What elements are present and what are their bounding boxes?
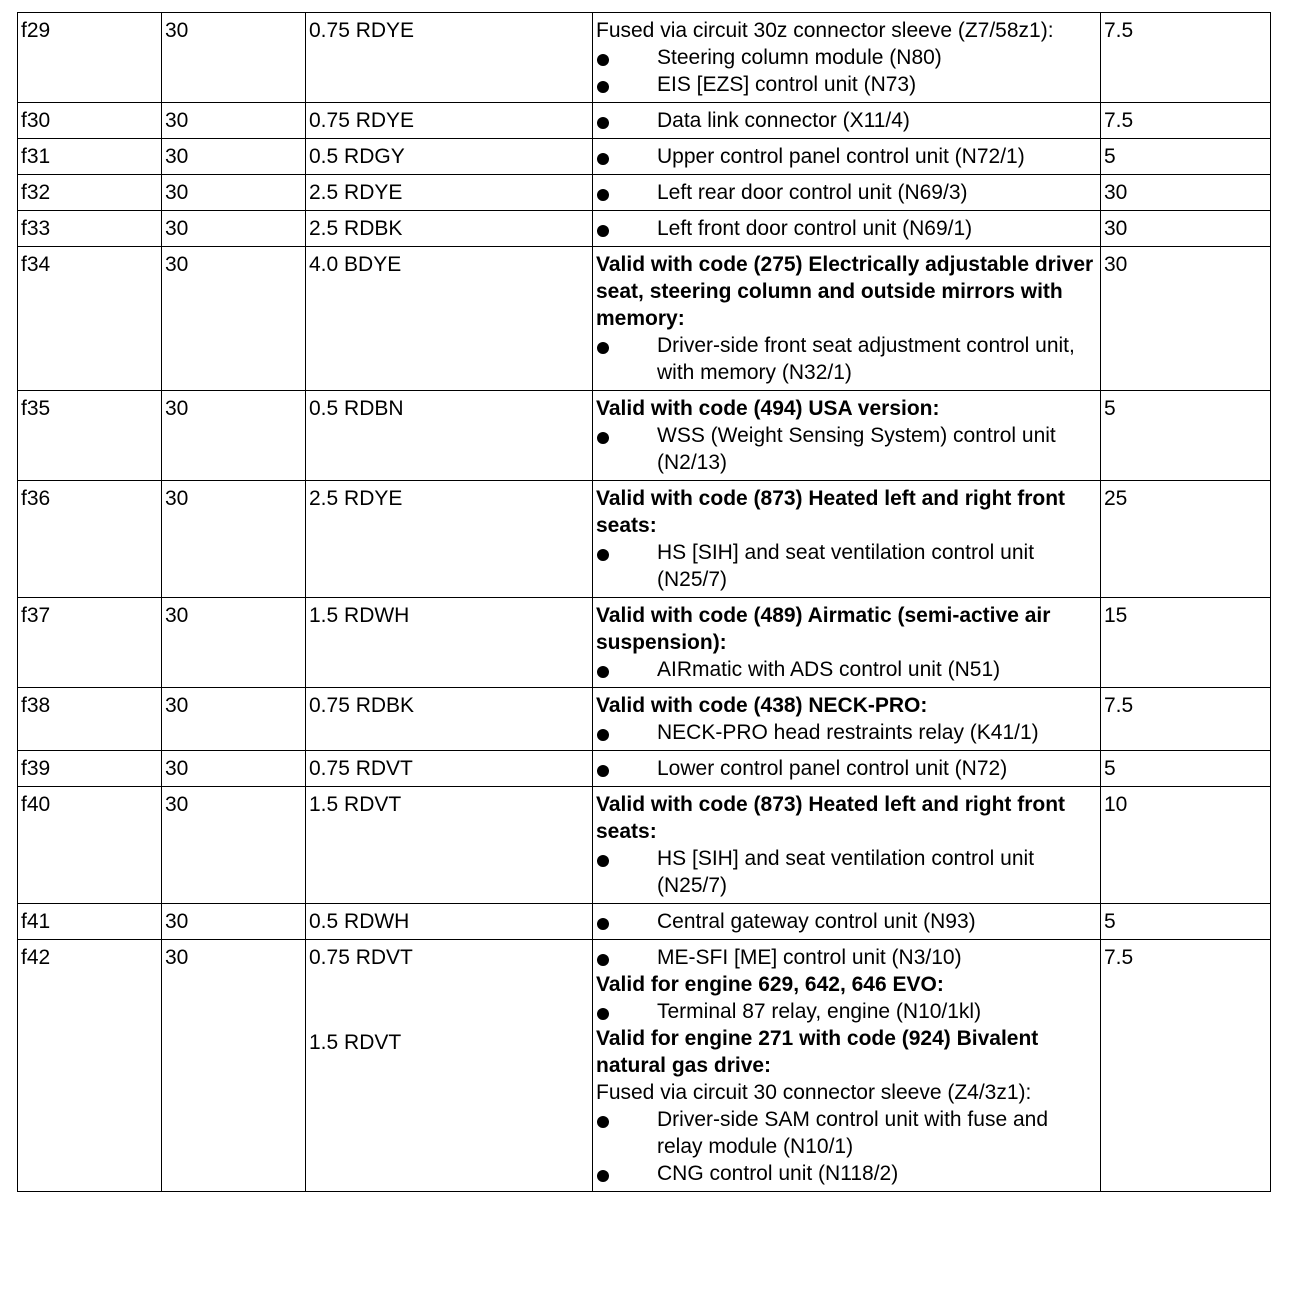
circuit-cell: 30 xyxy=(162,13,306,103)
bullet-item xyxy=(596,143,1097,170)
table-row xyxy=(18,598,1271,688)
wire-spec: 2.5 RDYE xyxy=(309,181,403,204)
bullet-dot-icon xyxy=(596,71,657,98)
wire-cell xyxy=(306,139,593,175)
bullet-item xyxy=(596,845,1097,899)
wire-cell xyxy=(306,481,593,598)
wire-spec: 0.75 RDYE xyxy=(309,19,415,42)
bullet-item xyxy=(596,719,1097,746)
circuit-cell: 30 xyxy=(162,751,306,787)
table-row xyxy=(18,13,1271,103)
fuse-number-cell: f40 xyxy=(18,787,162,904)
wire-cell xyxy=(306,103,593,139)
validity-condition: Valid for engine 271 with code (924) Bivalent natural gas drive: xyxy=(596,1027,1039,1077)
amperage-cell: 7.5 xyxy=(1101,688,1271,751)
fuse-number-cell: f30 xyxy=(18,103,162,139)
table-row xyxy=(18,175,1271,211)
table-row xyxy=(18,688,1271,751)
circuit-cell: 30 xyxy=(162,688,306,751)
validity-condition: Valid with code (494) USA version: xyxy=(596,397,940,420)
circuit-cell: 30 xyxy=(162,247,306,391)
bullet-text: Lower control panel control unit (N72) xyxy=(657,757,1008,780)
bullet-dot-icon xyxy=(596,908,657,935)
bullet-item xyxy=(596,998,1097,1025)
bullet-text: EIS [EZS] control unit (N73) xyxy=(657,73,917,96)
table-row xyxy=(18,751,1271,787)
circuit-cell: 30 xyxy=(162,391,306,481)
amperage-cell: 7.5 xyxy=(1101,103,1271,139)
wire-cell xyxy=(306,787,593,904)
consumer-description-cell xyxy=(593,211,1101,247)
validity-condition: Valid with code (438) NECK-PRO: xyxy=(596,694,928,717)
bullet-dot-icon xyxy=(596,719,657,746)
fuse-number-cell: f32 xyxy=(18,175,162,211)
bullet-text: AIRmatic with ADS control unit (N51) xyxy=(657,658,1001,681)
bullet-text: Driver-side front seat adjustment control unit, with memory (N32/1) xyxy=(657,334,1075,384)
wire-spec: 0.75 RDVT xyxy=(309,757,413,780)
wire-cell xyxy=(306,13,593,103)
bullet-dot-icon xyxy=(596,44,657,71)
fuse-number-cell: f36 xyxy=(18,481,162,598)
bullet-dot-icon xyxy=(596,1160,657,1187)
fuse-number-cell: f35 xyxy=(18,391,162,481)
wire-spec: 1.5 RDVT xyxy=(309,793,402,816)
bullet-text: Data link connector (X11/4) xyxy=(657,109,910,132)
wire-cell xyxy=(306,175,593,211)
table-row xyxy=(18,139,1271,175)
wire-spec: 0.5 RDWH xyxy=(309,910,410,933)
wire-cell xyxy=(306,688,593,751)
consumer-description-cell xyxy=(593,787,1101,904)
amperage-cell: 7.5 xyxy=(1101,940,1271,1192)
consumer-description-cell xyxy=(593,175,1101,211)
consumer-description-cell xyxy=(593,598,1101,688)
circuit-cell: 30 xyxy=(162,139,306,175)
bullet-text: Upper control panel control unit (N72/1) xyxy=(657,145,1025,168)
wire-spec: 4.0 BDYE xyxy=(309,253,402,276)
fusing-note: Fused via circuit 30 connector sleeve (Z4/3z1): xyxy=(596,1081,1032,1104)
bullet-item xyxy=(596,179,1097,206)
bullet-item xyxy=(596,908,1097,935)
bullet-item xyxy=(596,539,1097,593)
bullet-dot-icon xyxy=(596,215,657,242)
table-row xyxy=(18,103,1271,139)
fuse-number-cell: f42 xyxy=(18,940,162,1192)
wire-spec: 0.75 RDVT xyxy=(309,946,413,969)
circuit-cell: 30 xyxy=(162,175,306,211)
consumer-description-cell xyxy=(593,904,1101,940)
circuit-cell: 30 xyxy=(162,904,306,940)
fuse-table xyxy=(17,12,1271,1192)
bullet-text: Left rear door control unit (N69/3) xyxy=(657,181,968,204)
bullet-dot-icon xyxy=(596,107,657,134)
consumer-description-cell xyxy=(593,247,1101,391)
bullet-item xyxy=(596,215,1097,242)
fuse-number-cell: f41 xyxy=(18,904,162,940)
bullet-item xyxy=(596,755,1097,782)
consumer-description-cell xyxy=(593,481,1101,598)
circuit-cell: 30 xyxy=(162,598,306,688)
fuse-number-cell: f37 xyxy=(18,598,162,688)
bullet-text: Left front door control unit (N69/1) xyxy=(657,217,973,240)
bullet-dot-icon xyxy=(596,1106,657,1133)
amperage-cell: 30 xyxy=(1101,175,1271,211)
wire-spec: 1.5 RDVT xyxy=(309,1031,402,1054)
amperage-cell: 5 xyxy=(1101,904,1271,940)
bullet-dot-icon xyxy=(596,755,657,782)
wire-spec: 0.5 RDGY xyxy=(309,145,405,168)
wire-cell xyxy=(306,598,593,688)
circuit-cell: 30 xyxy=(162,211,306,247)
table-row xyxy=(18,247,1271,391)
table-row xyxy=(18,391,1271,481)
bullet-text: WSS (Weight Sensing System) control unit (N2/13) xyxy=(657,424,1056,474)
wire-cell xyxy=(306,391,593,481)
wire-spec: 0.5 RDBN xyxy=(309,397,404,420)
wire-spec: 0.75 RDYE xyxy=(309,109,415,132)
bullet-text: NECK-PRO head restraints relay (K41/1) xyxy=(657,721,1039,744)
bullet-dot-icon xyxy=(596,998,657,1025)
amperage-cell: 15 xyxy=(1101,598,1271,688)
bullet-dot-icon xyxy=(596,179,657,206)
consumer-description-cell xyxy=(593,13,1101,103)
bullet-item xyxy=(596,44,1097,71)
wire-spec: 2.5 RDYE xyxy=(309,487,403,510)
consumer-description-cell xyxy=(593,103,1101,139)
table-row xyxy=(18,940,1271,1192)
consumer-description-cell xyxy=(593,940,1101,1192)
bullet-item xyxy=(596,1160,1097,1187)
bullet-item xyxy=(596,332,1097,386)
validity-condition: Valid for engine 629, 642, 646 EVO: xyxy=(596,973,944,996)
amperage-cell: 7.5 xyxy=(1101,13,1271,103)
wire-cell xyxy=(306,751,593,787)
consumer-description-cell xyxy=(593,391,1101,481)
fuse-number-cell: f31 xyxy=(18,139,162,175)
bullet-text: HS [SIH] and seat ventilation control unit (N25/7) xyxy=(657,847,1035,897)
bullet-item xyxy=(596,1106,1097,1160)
circuit-cell: 30 xyxy=(162,940,306,1192)
bullet-dot-icon xyxy=(596,656,657,683)
bullet-dot-icon xyxy=(596,143,657,170)
consumer-description-cell xyxy=(593,688,1101,751)
bullet-text: Central gateway control unit (N93) xyxy=(657,910,976,933)
bullet-item xyxy=(596,422,1097,476)
circuit-cell: 30 xyxy=(162,103,306,139)
validity-condition: Valid with code (873) Heated left and right front seats: xyxy=(596,487,1066,537)
fuse-number-cell: f29 xyxy=(18,13,162,103)
bullet-item xyxy=(596,71,1097,98)
validity-condition: Valid with code (489) Airmatic (semi-active air suspension): xyxy=(596,604,1051,654)
bullet-item xyxy=(596,107,1097,134)
bullet-text: CNG control unit (N118/2) xyxy=(657,1162,899,1185)
bullet-text: ME-SFI [ME] control unit (N3/10) xyxy=(657,946,962,969)
fuse-number-cell: f38 xyxy=(18,688,162,751)
amperage-cell: 30 xyxy=(1101,211,1271,247)
bullet-dot-icon xyxy=(596,944,657,971)
fuse-allocation-document xyxy=(17,12,1270,1192)
amperage-cell: 25 xyxy=(1101,481,1271,598)
bullet-dot-icon xyxy=(596,539,657,566)
table-row xyxy=(18,904,1271,940)
amperage-cell: 5 xyxy=(1101,751,1271,787)
bullet-dot-icon xyxy=(596,332,657,359)
bullet-text: Terminal 87 relay, engine (N10/1kl) xyxy=(657,1000,982,1023)
validity-condition: Valid with code (275) Electrically adjustable driver seat, steering column and outside mirrors with memory: xyxy=(596,253,1094,330)
bullet-dot-icon xyxy=(596,422,657,449)
consumer-description-cell xyxy=(593,751,1101,787)
fusing-note: Fused via circuit 30z connector sleeve (Z7/58z1): xyxy=(596,19,1054,42)
wire-cell xyxy=(306,940,593,1192)
bullet-item xyxy=(596,944,1097,971)
bullet-item xyxy=(596,656,1097,683)
amperage-cell: 10 xyxy=(1101,787,1271,904)
bullet-text: Driver-side SAM control unit with fuse and relay module (N10/1) xyxy=(657,1108,1048,1158)
wire-spec: 0.75 RDBK xyxy=(309,694,415,717)
table-row xyxy=(18,481,1271,598)
amperage-cell: 5 xyxy=(1101,139,1271,175)
fuse-number-cell: f33 xyxy=(18,211,162,247)
consumer-description-cell xyxy=(593,139,1101,175)
amperage-cell: 30 xyxy=(1101,247,1271,391)
fuse-number-cell: f39 xyxy=(18,751,162,787)
validity-condition: Valid with code (873) Heated left and right front seats: xyxy=(596,793,1066,843)
wire-cell xyxy=(306,211,593,247)
bullet-dot-icon xyxy=(596,845,657,872)
fuse-table-body xyxy=(18,13,1271,1192)
circuit-cell: 30 xyxy=(162,481,306,598)
table-row xyxy=(18,211,1271,247)
circuit-cell: 30 xyxy=(162,787,306,904)
bullet-text: HS [SIH] and seat ventilation control unit (N25/7) xyxy=(657,541,1035,591)
table-row xyxy=(18,787,1271,904)
fuse-number-cell: f34 xyxy=(18,247,162,391)
amperage-cell: 5 xyxy=(1101,391,1271,481)
wire-spec: 1.5 RDWH xyxy=(309,604,410,627)
wire-cell xyxy=(306,904,593,940)
wire-cell xyxy=(306,247,593,391)
bullet-text: Steering column module (N80) xyxy=(657,46,942,69)
wire-spec: 2.5 RDBK xyxy=(309,217,403,240)
